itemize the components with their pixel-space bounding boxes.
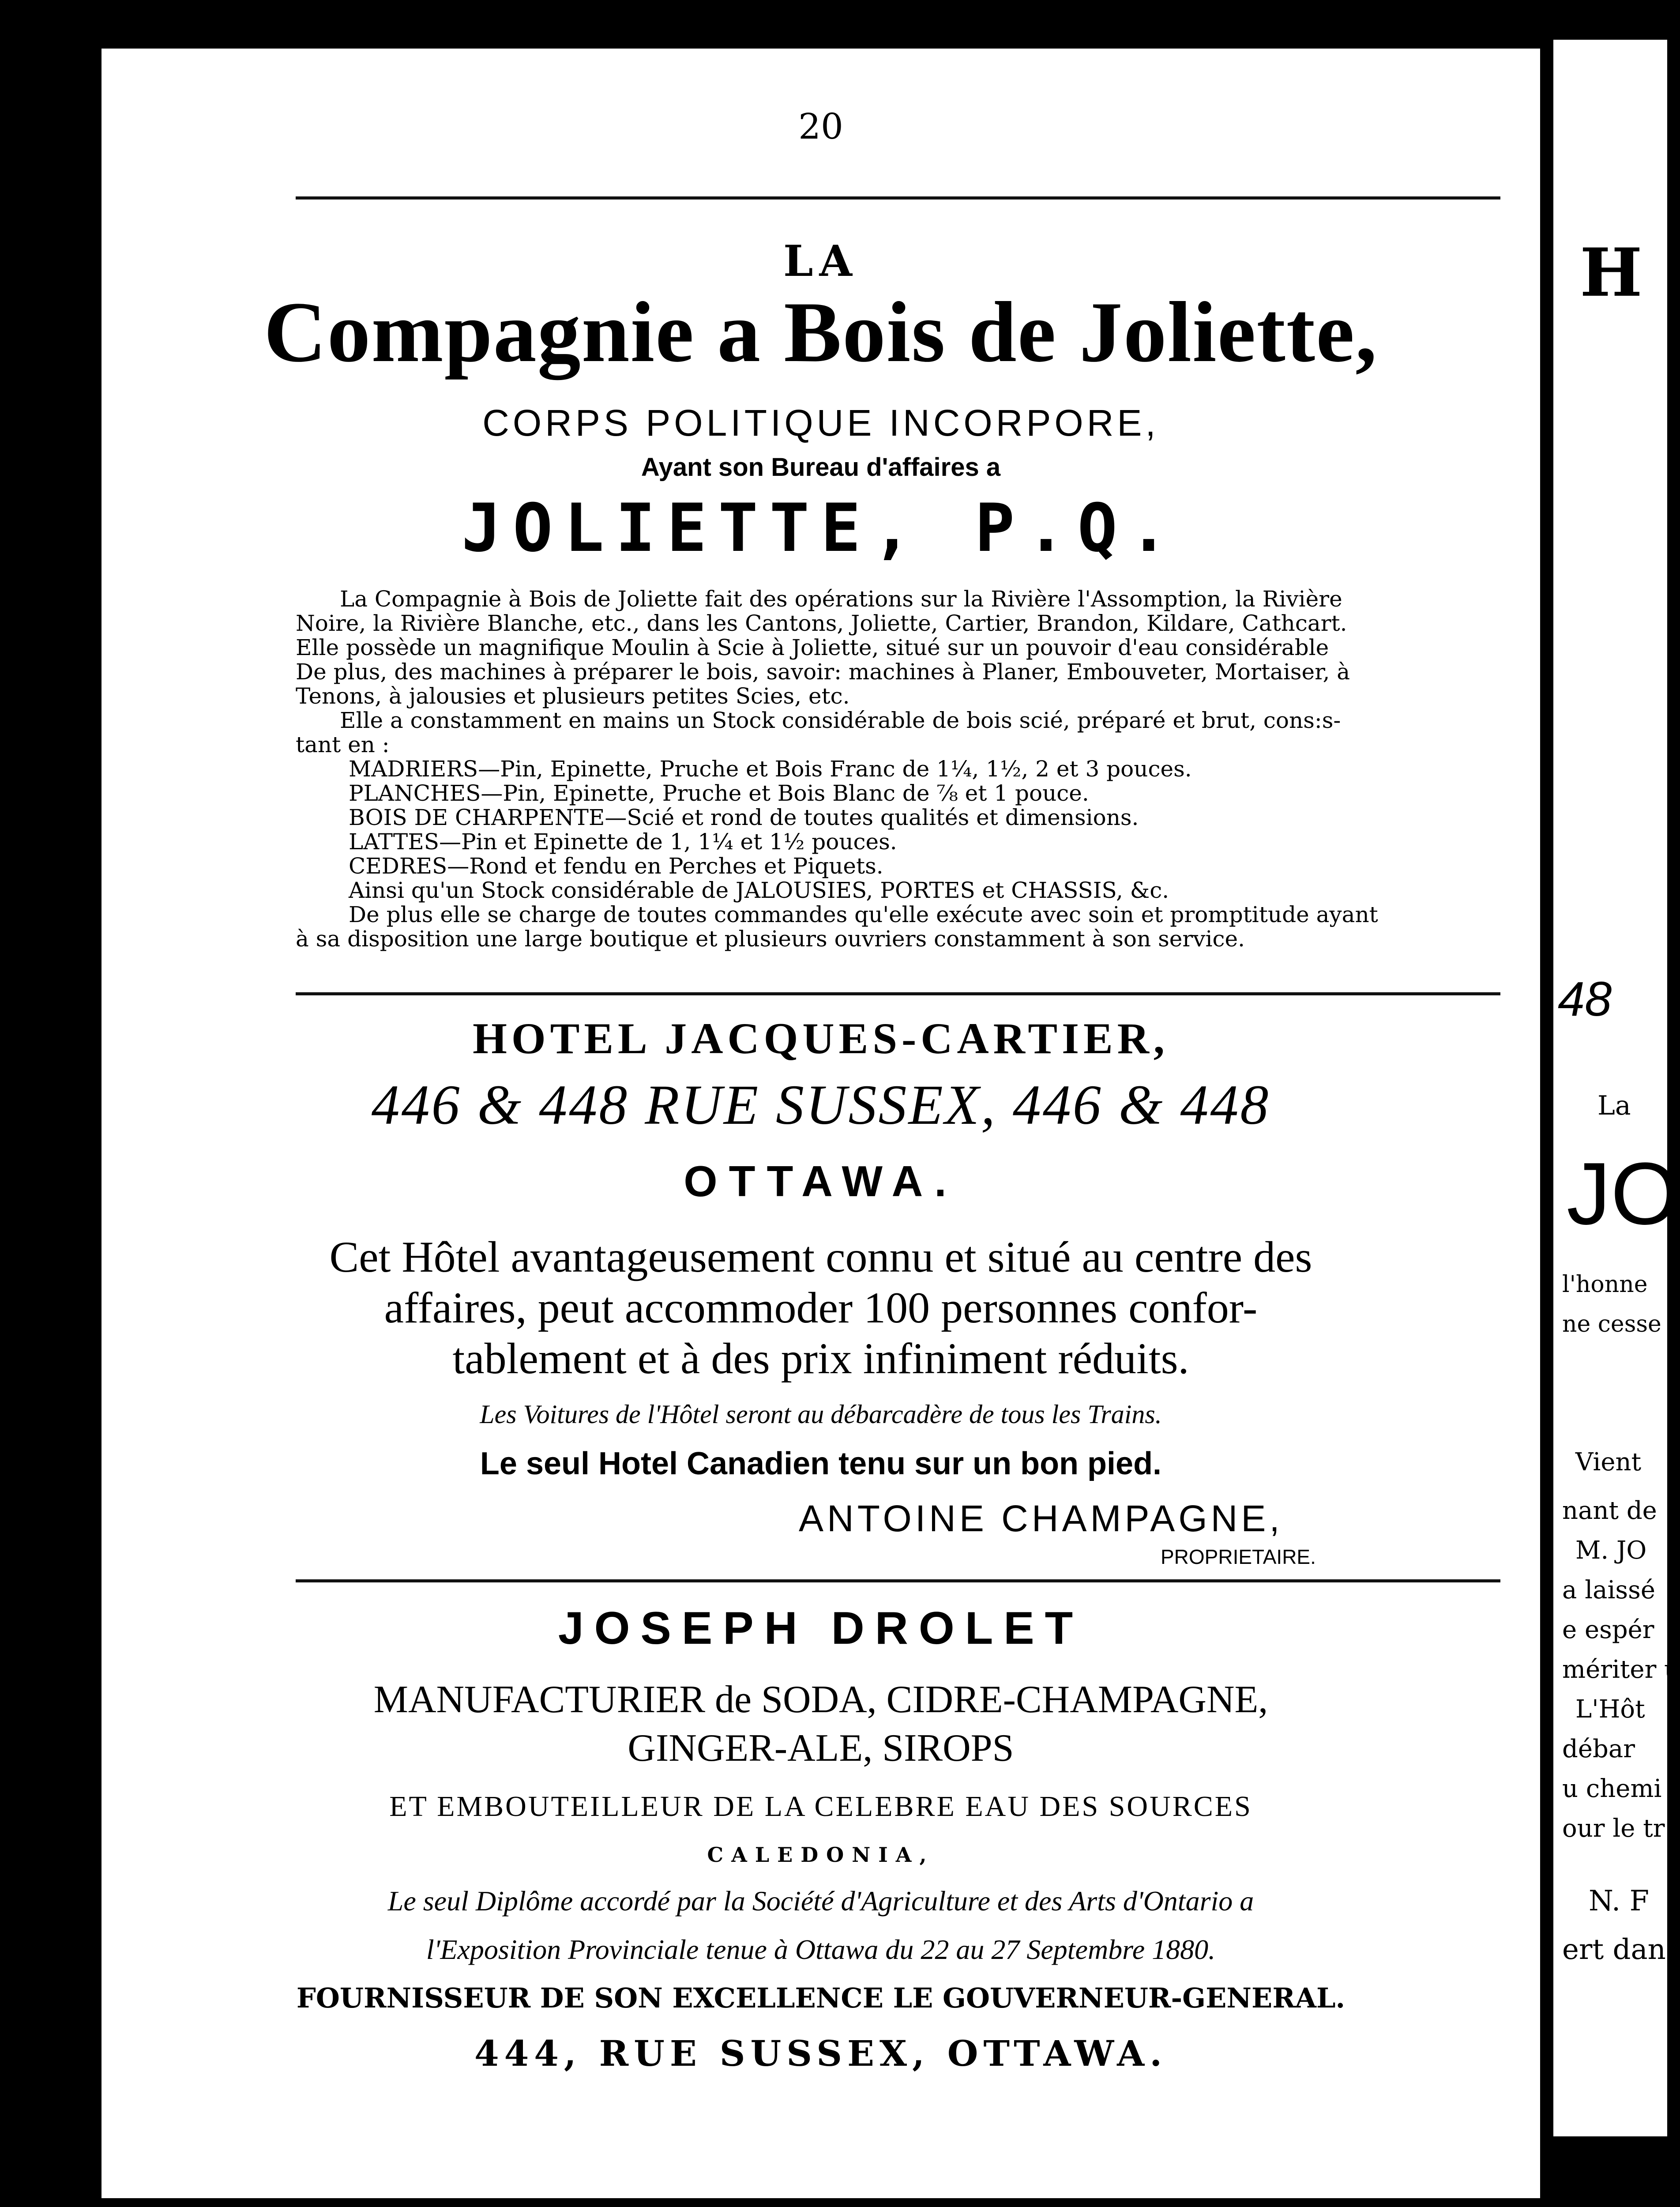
- ad3-address: 444, RUE SUSSEX, OTTAWA.: [474, 2033, 1168, 2074]
- ad3-line1: MANUFACTURIER de SODA, CIDRE-CHAMPAGNE,: [373, 1678, 1268, 1721]
- ad1-city: JOLIETTE, P.Q.: [461, 490, 1180, 567]
- ad3-italic-line: Le seul Diplôme accordé par la Société d'Agriculture et des Arts d'Ontario a: [387, 1885, 1254, 1917]
- ad1-title: Compagnie a Bois de Joliette,: [263, 284, 1378, 380]
- ad2-italic-note: Les Voitures de l'Hôtel seront au débarcadère de tous les Trains.: [480, 1400, 1162, 1429]
- ad2-slogan: Le seul Hotel Canadien tenu sur un bon pied.: [480, 1446, 1162, 1481]
- facing-page-text: u chemi: [1562, 1774, 1662, 1803]
- divider: [296, 1579, 1500, 1582]
- facing-page-text: l'honne: [1562, 1271, 1648, 1298]
- ad1-la: LA: [783, 236, 858, 286]
- ad1-body-line: Tenons, à jalousies et plusieurs petites Scies, etc.: [296, 683, 850, 709]
- ad1-body-line: Elle possède un magnifique Moulin à Scie à Joliette, situé sur un pouvoir d'eau considérable: [296, 635, 1329, 660]
- ad1-office: Ayant son Bureau d'affaires a: [641, 453, 1001, 482]
- ad1-item: CEDRES—Rond et fendu en Perches et Piquets.: [349, 853, 883, 879]
- ad2-owner: ANTOINE CHAMPAGNE,: [799, 1498, 1283, 1539]
- facing-page-text: mériter u: [1562, 1655, 1680, 1684]
- facing-page-head: H: [1580, 234, 1642, 312]
- ad1-item: LATTES—Pin et Epinette de 1, 1¼ et 1½ pouces.: [349, 829, 897, 855]
- ad1-body-line: tant en :: [296, 732, 390, 757]
- facing-page-text: a laissé: [1562, 1576, 1656, 1604]
- page: [101, 49, 1540, 2198]
- ad2-name: HOTEL JACQUES-CARTIER,: [473, 1014, 1169, 1063]
- divider-top: [296, 196, 1500, 200]
- ad1-closing-line: De plus elle se charge de toutes commandes qu'elle exécute avec soin et promptitude ayant: [349, 902, 1378, 927]
- facing-page-text: ne cesse: [1562, 1311, 1661, 1337]
- ad2-address: 446 & 448 RUE SUSSEX, 446 & 448: [371, 1073, 1270, 1136]
- ad1-item: BOIS DE CHARPENTE—Scié et rond de toutes qualités et dimensions.: [349, 805, 1139, 830]
- ad1-item: MADRIERS—Pin, Epinette, Pruche et Bois Franc de 1¼, 1½, 2 et 3 pouces.: [349, 756, 1192, 782]
- ad1-item: PLANCHES—Pin, Epinette, Pruche et Bois Blanc de ⅞ et 1 pouce.: [349, 780, 1089, 806]
- ad3-caledonia: CALEDONIA,: [707, 1843, 935, 1867]
- facing-page-text: La: [1597, 1090, 1631, 1121]
- ad2-body-line: tablement et à des prix infiniment réduits.: [452, 1334, 1189, 1383]
- facing-page-text: e espér: [1562, 1616, 1654, 1644]
- ad1-body-line: Noire, la Rivière Blanche, etc., dans les Cantons, Joliette, Cartier, Brandon, Kildare, Cathcart.: [296, 610, 1347, 636]
- facing-page-text: JO: [1567, 1145, 1680, 1243]
- ad3-name: JOSEPH DROLET: [558, 1603, 1084, 1654]
- ad1-body-line: Elle a constamment en mains un Stock considérable de bois scié, préparé et brut, cons:s-: [340, 708, 1341, 733]
- ad1-body-line: De plus, des machines à préparer le bois, savoir: machines à Planer, Embouveter, Mortaiser, à: [296, 659, 1350, 685]
- ad1-closing-line: à sa disposition une large boutique et plusieurs ouvriers constamment à son service.: [296, 926, 1245, 952]
- ad2-city: OTTAWA.: [684, 1157, 958, 1205]
- ad1-item: Ainsi qu'un Stock considérable de JALOUSIES, PORTES et CHASSIS, &c.: [349, 878, 1169, 903]
- facing-page-fragment: [1553, 40, 1680, 2136]
- ad3-supplier: FOURNISSEUR DE SON EXCELLENCE LE GOUVERNEUR-GENERAL.: [296, 1982, 1346, 2014]
- ad3-line2: GINGER-ALE, SIROPS: [628, 1727, 1014, 1770]
- ad2-owner-title: PROPRIETAIRE.: [1161, 1545, 1316, 1568]
- facing-page-text: N. F: [1589, 1885, 1649, 1917]
- ad3-line3: ET EMBOUTEILLEUR DE LA CELEBRE EAU DES SOURCES: [389, 1790, 1252, 1823]
- facing-page-text: L'Hôt: [1575, 1695, 1645, 1724]
- facing-page-text: our le tr: [1562, 1814, 1665, 1843]
- page-number: 20: [798, 106, 843, 147]
- facing-page-text: nant de: [1562, 1496, 1657, 1525]
- ad1-subtitle: CORPS POLITIQUE INCORPORE,: [482, 402, 1159, 444]
- facing-page-text: débar: [1562, 1735, 1635, 1763]
- facing-page-text: ert dan: [1562, 1933, 1666, 1966]
- facing-page-text: M. JO: [1575, 1536, 1647, 1565]
- divider: [296, 992, 1500, 995]
- ad2-body-line: affaires, peut accommoder 100 personnes confor-: [384, 1283, 1258, 1332]
- ad1-body-line: La Compagnie à Bois de Joliette fait des opérations sur la Rivière l'Assomption, la Rivière: [340, 586, 1342, 612]
- ad2-body-line: Cet Hôtel avantageusement connu et situé au centre des: [329, 1232, 1312, 1281]
- ad3-italic-line: l'Exposition Provinciale tenue à Ottawa du 22 au 27 Septembre 1880.: [426, 1934, 1216, 1965]
- facing-page-number: 48: [1558, 972, 1612, 1026]
- facing-page-text: Vient: [1575, 1448, 1642, 1476]
